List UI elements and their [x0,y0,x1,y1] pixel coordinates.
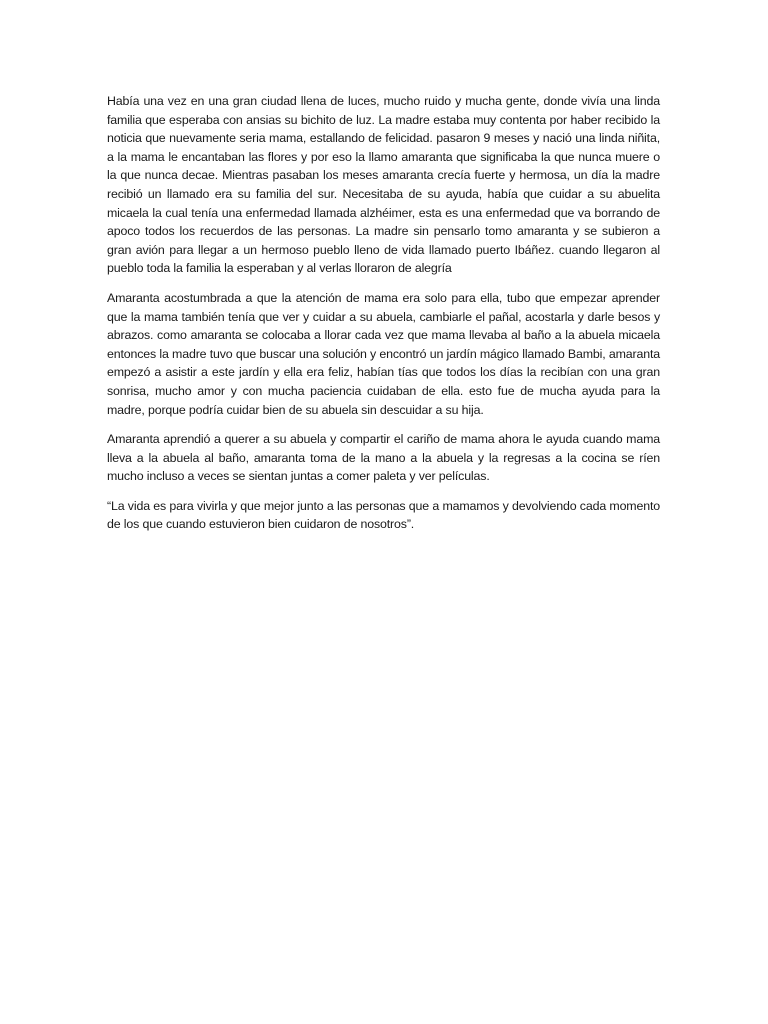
paragraph: Amaranta acostumbrada a que la atención de mama era solo para ella, tubo que empezar aprender que la mama también tenía que ver y cuidar a su abuela, cambiarle el pañal, acostarla y darle besos y abrazos. como amaranta se colocaba a llorar cada vez que mama llevaba al baño a la abuela micaela entonces la madre tuvo que buscar una solución y encontró un jardín mágico llamado Bambi, amaranta empezó a asistir a este jardín y ella era feliz, habían tías que todos los días la recibían con una gran sonrisa, mucho amor y con mucha paciencia cuidaban de ella. esto fue de mucha ayuda para la madre, porque podría cuidar bien de su abuela sin descuidar a su hija. [107,290,660,417]
quote-paragraph: “La vida es para vivirla y que mejor junto a las personas que a mamamos y devolviendo cada momento de los que cuando estuvieron bien cuidaron de nosotros”. [107,498,660,532]
paragraph: Amaranta aprendió a querer a su abuela y compartir el cariño de mama ahora le ayuda cuando mama lleva a la abuela al baño, amaranta toma de la mano a la abuela y la regresas a la cocina se ríen mucho incluso a veces se sientan juntas a comer paleta y ver películas. [107,432,660,484]
document-body [107,92,660,545]
paragraph: Había una vez en una gran ciudad llena de luces, mucho ruido y mucha gente, donde vivía una linda familia que esperaba con ansias su bichito de luz. La madre estaba muy contenta por haber recibido la noticia que nuevamente seria mama, estallando de felicidad. pasaron 9 meses y nació una linda niñita, a la mama le encantaban las flores y por eso la llamo amaranta que significaba la que nunca muere o la que nunca decae. Mientras pasaban los meses amaranta crecía fuerte y hermosa, un día la madre recibió un llamado era su familia del sur. Necesitaba de su ayuda, había que cuidar a su abuelita micaela la cual tenía una enfermedad llamada alzhéimer, esta es una enfermedad que va borrando de apoco todos los recuerdos de las personas. La madre sin pensarlo tomo amaranta y se subieron a gran avión para llegar a un hermoso pueblo lleno de vida llamado puerto Ibáñez. cuando llegaron al pueblo toda la familia la esperaban y al verlas lloraron de alegría [107,94,660,276]
